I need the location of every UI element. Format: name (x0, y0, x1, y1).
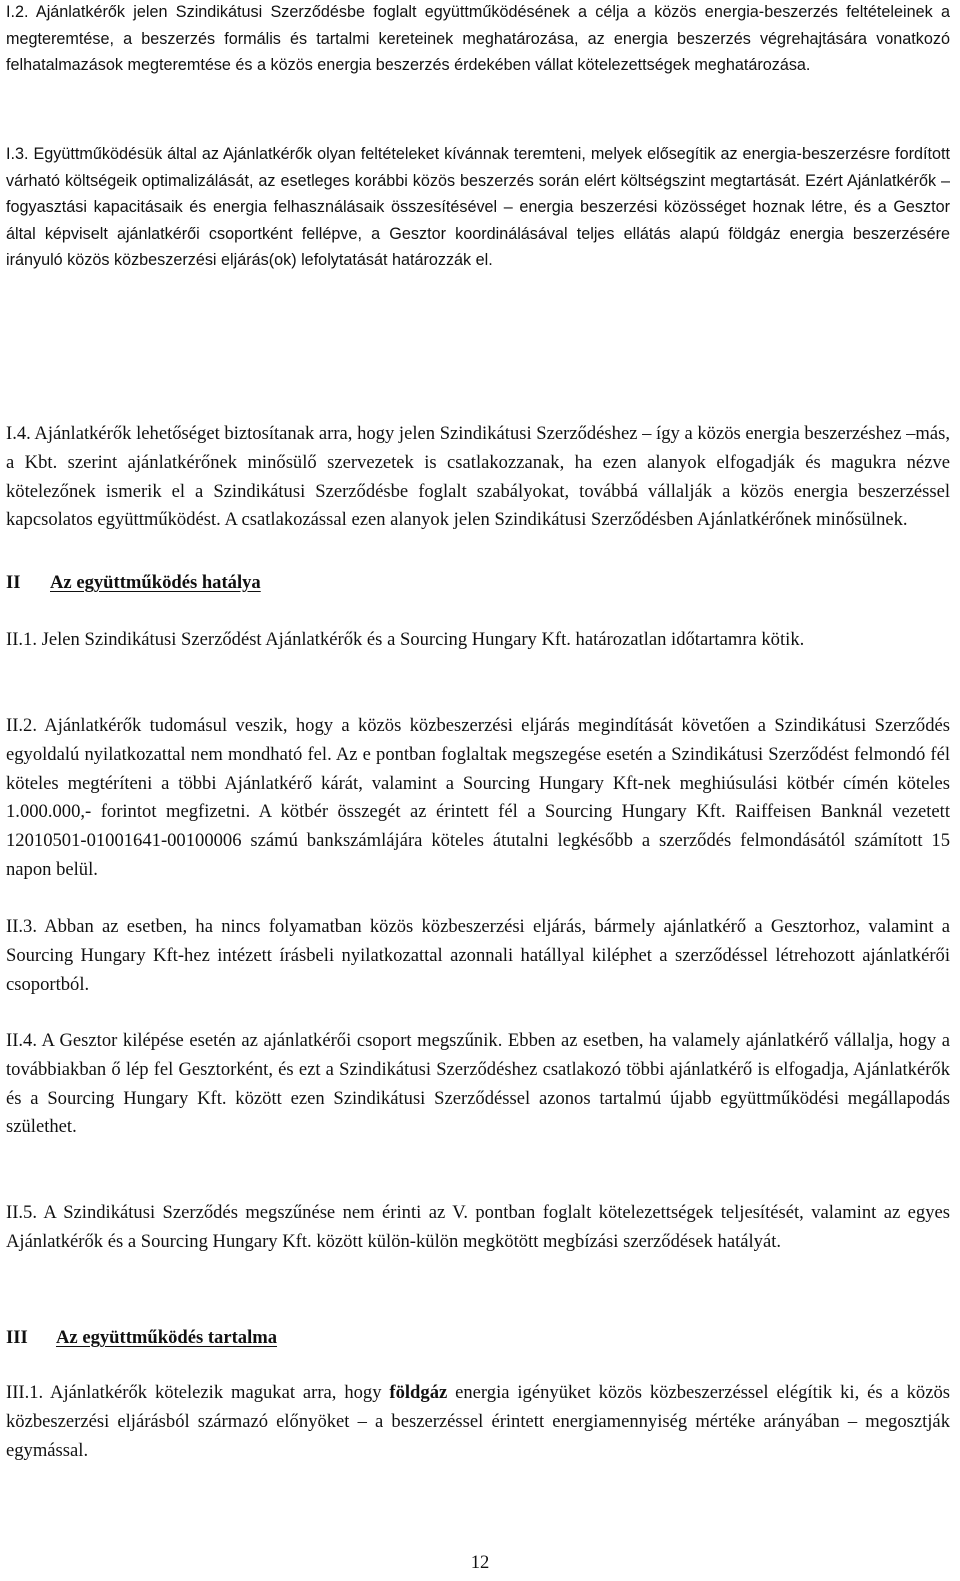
section-heading-iii (6, 1327, 277, 1349)
paragraph-i2: I.2. Ajánlatkérők jelen Szindikátusi Szerződésbe foglalt együttműködésének a célja a közös energia-beszerzés feltételeinek a megteremtése, a beszerzés formális és tartalmi kereteinek meghatározása, az energia beszerzés végrehajtására vonatkozó felhatalmazások megteremtése és a közös energia beszerzés érdekében vállat kötelezettségek meghatározása. (6, 3, 950, 74)
section-heading-ii (6, 572, 261, 594)
paragraph-ii2: II.2. Ajánlatkérők tudomásul veszik, hogy a közös közbeszerzési eljárás megindítását követően a Szindikátusi Szerződés egyoldalú nyilatkozattal nem mondható fel. Az e pontban foglaltak megszegése esetén a Szindikátusi Szerződést felmondó fél köteles megtéríteni a többi Ajánlatkérő kárát, valamint a Sourcing Hungary Kft-nek meghiúsulási kötbér címén köteles 1.000.000,- forintot megfizetni. A kötbér összegét az érintett fél a Sourcing Hungary Kft. Raiffeisen Banknál vezetett 12010501-01001641-00100006 számú bankszámlájára köteles átutalni legkésőbb a szerződés felmondásától számított 15 napon belül. (6, 715, 950, 880)
section-title: Az együttműködés tartalma (56, 1327, 278, 1348)
paragraph-ii5: II.5. A Szindikátusi Szerződés megszűnése nem érinti az V. pontban foglalt kötelezettségek teljesítését, valamint az egyes Ajánlatkérők és a Sourcing Hungary Kft. között külön-külön megkötött megbízási szerződések hatályát. (6, 1202, 950, 1252)
paragraph-text: III.1. Ajánlatkérők kötelezik magukat arra, hogy (6, 1382, 390, 1403)
paragraph-i4: I.4. Ajánlatkérők lehetőséget biztosítanak arra, hogy jelen Szindikátusi Szerződéshez – így a közös energia beszerzéshez –más, a Kbt. szerint ajánlatkérőnek minősülő szervezetek is csatlakozzanak, ha ezen alanyok elfogadják és magukra nézve kötelezőnek ismerik el a Szindikátusi Szerződésbe foglalt szabályokat, továbbá vállalják a közös energia beszerzéssel kapcsolatos együttműködést. A csatlakozással ezen alanyok jelen Szindikátusi Szerződésben Ajánlatkérőnek minősülnek. (6, 423, 950, 531)
section-number: III (6, 1327, 28, 1348)
paragraph-ii1: II.1. Jelen Szindikátusi Szerződést Ajánlatkérők és a Sourcing Hungary Kft. határozatlan időtartamra kötik. (6, 629, 805, 650)
paragraph-ii4: II.4. A Gesztor kilépése esetén az ajánlatkérői csoport megszűnik. Ebben az esetben, ha valamely ajánlatkérő vállalja, hogy a továbbiakban ő lép fel Gesztorként, és ezt a Szindikátusi Szerződéshez csatlakozó többi ajánlatkérő is elfogadja, Ajánlatkérők és a Sourcing Hungary Kft. között ezen Szindikátusi Szerződéssel azonos tartalmú újabb együttműködési megállapodás születhet. (6, 1030, 950, 1138)
paragraph-i3: I.3. Együttműködésük által az Ajánlatkérők olyan feltételeket kívánnak teremteni, melyek elősegítik az energia-beszerzésre fordított várható költségeik optimalizálását, az esetleges korábbi közös beszerzés során elért költségszint megtartását. Ezért Ajánlatkérők – fogyasztási kapacitásaik és energia felhasználásaik összesítésével – energia beszerzési közösséget hoznak létre, és a Gesztor által képviselt ajánlatkérői csoportként fellépve, a Gesztor koordinálásával teljes ellátás alapú földgáz energia beszerzésére irányuló közös közbeszerzési eljárás(ok) lefolytatását határozzák el. (6, 145, 950, 269)
section-number: II (6, 572, 21, 593)
paragraph-iii1 (6, 1379, 950, 1465)
section-title: Az együttműködés hatálya (50, 572, 261, 593)
emphasis-text: földgáz (389, 1382, 448, 1403)
page-number: 12 (470, 1552, 490, 1573)
paragraph-ii3: II.3. Abban az esetben, ha nincs folyamatban közös közbeszerzési eljárás, bármely ajánlatkérő a Gesztorhoz, valamint a Sourcing Hungary Kft-hez intézett írásbeli nyilatkozattal azonnali hatállyal kiléphet a szerződéssel létrehozott ajánlatkérői csoportból. (6, 916, 950, 995)
paragraph-text: energia igényüket közös közbeszerzéssel elégítik ki, és a közös közbeszerzési eljárásból származó előnyöket – a beszerzéssel érintett energiamennyiség mértéke arányában – megosztják egymással. (6, 1382, 950, 1461)
